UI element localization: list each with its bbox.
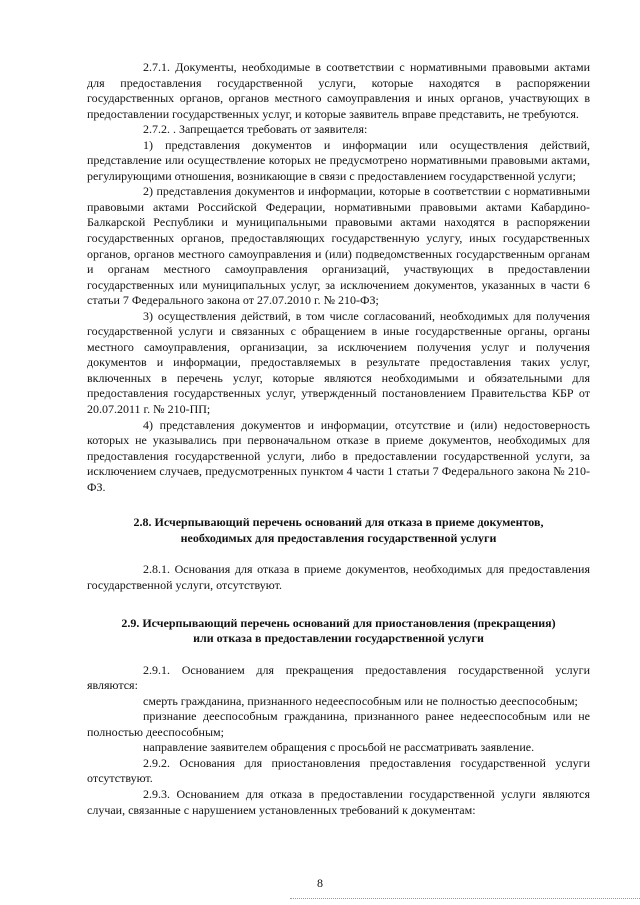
paragraph-2-9-1-recognition: признание дееспособным гражданина, признанного ранее недееспособным или не полностью дееспособным; — [87, 709, 590, 739]
paragraph-2-9-2: 2.9.2. Основания для приостановления предоставления государственной услуги отсутствуют. — [87, 755, 590, 786]
section-heading-2-8-line1: 2.8. Исчерпывающий перечень оснований для отказа в приеме документов, — [133, 515, 544, 530]
document-page — [87, 60, 590, 818]
section-heading-2-8 — [87, 515, 590, 546]
paragraph-2-8-1: 2.8.1. Основания для отказа в приеме документов, необходимых для предоставления государственной услуги, отсутствуют. — [87, 562, 590, 592]
paragraph-2-9-1-death: смерть гражданина, признанного недееспособным или не полностью дееспособным; — [143, 693, 578, 708]
list-item-2: 2) представления документов и информации, которые в соответствии с нормативными правовыми актами Российской Федерации, нормативными правовыми актами Кабардино-Балкарской Республики и муниципальными правовыми актами находятся в распоряжении государственных органов, предоставляющих государственную услугу, иных государственных органов, органов местного самоуправления и (или) подведомственных государственным органам и органам местного самоуправления организаций, участвующих в предоставлении государственных или муниципальных услуг, за исключением документов, указанных в части 6 статьи 7 Федерального закона от 27.07.2010 г. № 210-ФЗ; — [87, 184, 590, 308]
section-heading-2-9 — [87, 616, 590, 647]
section-heading-2-9-line2: или отказа в предоставлении государственной услуги — [193, 631, 484, 646]
section-heading-2-8-line2: необходимых для предоставления государственной услуги — [180, 530, 497, 545]
page-number: 8 — [317, 876, 323, 890]
list-item-3: 3) осуществления действий, в том числе согласований, необходимых для получения государственной услуги и связанных с обращением в иные государственные органы, органы местного самоуправления, организации, за исключением получения услуг и получения документов и информации, предоставляемых в результате предоставления таких услуг, включенных в перечень услуг, которые являются необходимыми и обязательными для предоставления государственных услуг, утвержденный постановлением Правительства КБР от 20.07.2011 г. № 210-ПП; — [87, 308, 590, 417]
paragraph-2-9-1: 2.9.1. Основанием для прекращения предоставления государственной услуги являются: — [87, 662, 590, 693]
paragraph-2-7-2: 2.7.2. . Запрещается требовать от заявителя: — [143, 122, 368, 137]
paragraph-2-9-3: 2.9.3. Основанием для отказа в предоставлении государственной услуги являются случаи, связанные с нарушением установленных требований к документам: — [87, 786, 590, 817]
section-heading-2-9-line1: 2.9. Исчерпывающий перечень оснований для приостановления (прекращения) — [121, 615, 556, 630]
list-item-4: 4) представления документов и информации, отсутствие и (или) недостоверность которых не указывались при первоначальном отказе в приеме документов, необходимых для предоставления государственной услуги, либо в предоставлении государственной услуги, за исключением случаев, предусмотренных пунктом 4 части 1 статьи 7 Федерального закона № 210-ФЗ. — [87, 417, 590, 494]
footer-dotted-line — [290, 898, 640, 899]
paragraph-2-9-1-request: направление заявителем обращения с просьбой не рассматривать заявление. — [143, 740, 535, 755]
paragraph-2-7-1: 2.7.1. Документы, необходимые в соответствии с нормативными правовыми актами для предоставления государственной услуги, которые находятся в распоряжении государственных органов, органов местного самоуправления и иных органов, участвующих в предоставлении государственных услуг, и которые заявитель вправе представить, не требуются. — [87, 60, 590, 121]
list-item-1: 1) представления документов и информации или осуществления действий, представление или осуществление которых не предусмотрено нормативными правовыми актами, регулирующими отношения, возникающие в связи с предоставлением государственной услуги; — [87, 137, 590, 183]
